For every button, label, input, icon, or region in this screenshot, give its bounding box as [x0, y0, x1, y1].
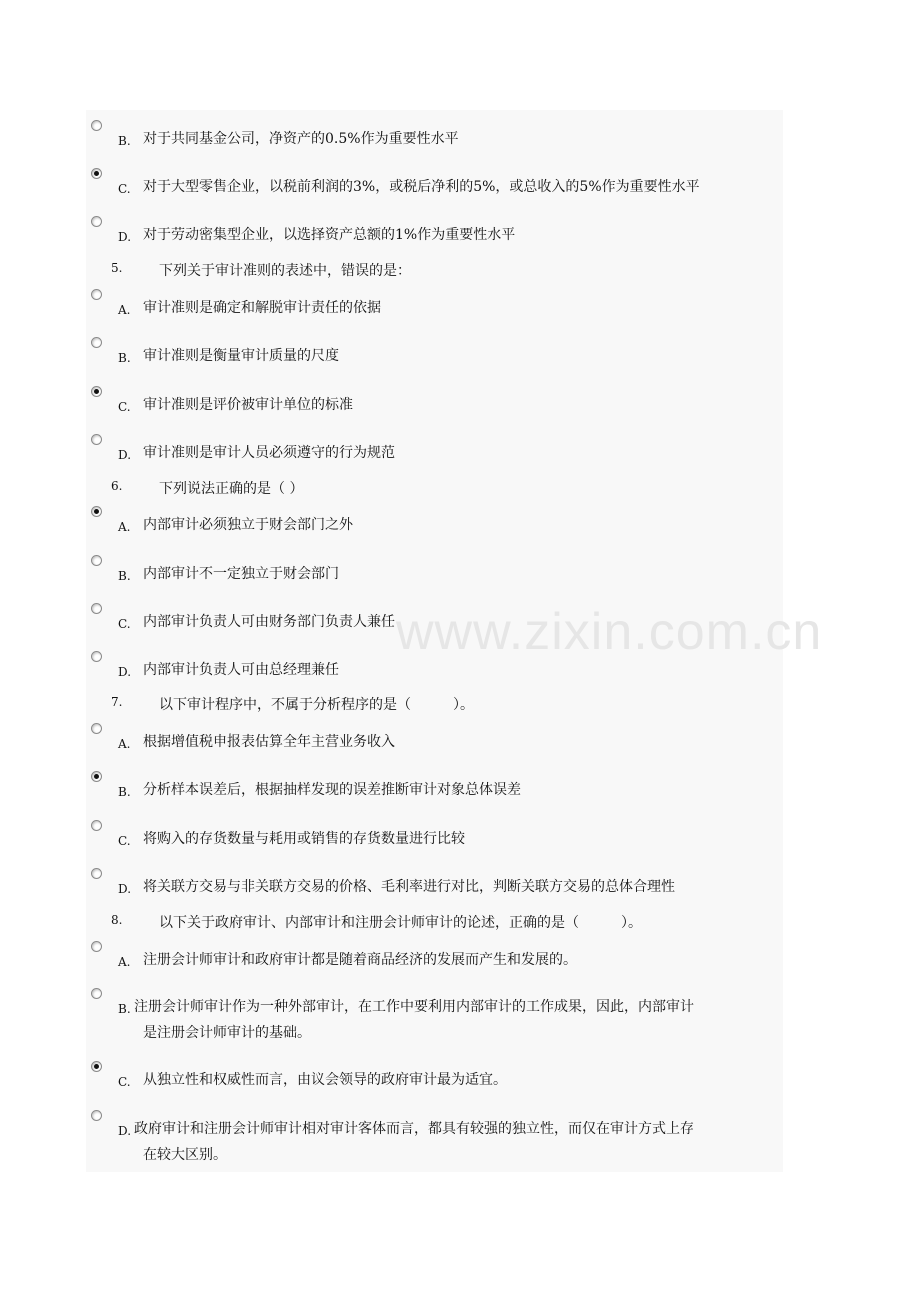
- option-text: 审计准则是确定和解脱审计责任的依据: [143, 300, 381, 316]
- option-radio[interactable]: [91, 337, 102, 348]
- option-radio[interactable]: [91, 386, 102, 397]
- watermark: www.zixin.com.cn: [396, 603, 823, 661]
- option-radio[interactable]: [91, 289, 102, 300]
- option-letter: B.: [118, 351, 131, 365]
- option-letter: D.: [118, 448, 132, 462]
- option-radio[interactable]: [91, 651, 102, 662]
- option-letter: B.: [118, 785, 131, 799]
- option-letter: D.: [118, 230, 132, 244]
- option-text: 注册会计师审计作为一种外部审计，在工作中要利用内部审计的工作成果，因此，内部审计: [134, 999, 694, 1015]
- option-radio[interactable]: [91, 434, 102, 445]
- option-text: 对于大型零售企业，以税前利润的3%，或税后净利的5%，或总收入的5%作为重要性水平: [143, 179, 700, 195]
- option-letter: C.: [118, 400, 131, 414]
- option-text: 审计准则是评价被审计单位的标准: [143, 397, 353, 413]
- question-number: 7.: [111, 695, 123, 709]
- option-radio[interactable]: [91, 120, 102, 131]
- option-letter: D.: [118, 665, 132, 679]
- option-letter: C.: [118, 834, 131, 848]
- option-letter: D.: [118, 882, 132, 896]
- option-text: 分析样本误差后，根据抽样发现的误差推断审计对象总体误差: [143, 782, 521, 798]
- option-text: 从独立性和权威性而言，由议会领导的政府审计最为适宜。: [143, 1072, 507, 1088]
- option-radio[interactable]: [91, 603, 102, 614]
- option-radio[interactable]: [91, 723, 102, 734]
- option-letter: B.: [118, 134, 131, 148]
- option-text: 将购入的存货数量与耗用或销售的存货数量进行比较: [143, 831, 465, 847]
- option-radio[interactable]: [91, 988, 102, 999]
- option-text: 内部审计负责人可由总经理兼任: [143, 662, 339, 678]
- option-text: 根据增值税申报表估算全年主营业务收入: [143, 734, 395, 750]
- option-text: 对于共同基金公司，净资产的0.5%作为重要性水平: [143, 131, 459, 147]
- option-text: 内部审计负责人可由财务部门负责人兼任: [143, 614, 395, 630]
- option-radio[interactable]: [91, 820, 102, 831]
- option-letter: B.: [118, 569, 131, 583]
- option-radio[interactable]: [91, 941, 102, 952]
- option-radio[interactable]: [91, 555, 102, 566]
- option-text: 注册会计师审计和政府审计都是随着商品经济的发展而产生和发展的。: [143, 952, 577, 968]
- question-number: 6.: [111, 479, 123, 493]
- question-stem: 以下关于政府审计、内部审计和注册会计师审计的论述，正确的是（ ）。: [159, 915, 642, 931]
- option-radio[interactable]: [91, 216, 102, 227]
- option-text: 内部审计必须独立于财会部门之外: [143, 517, 353, 533]
- option-radio[interactable]: [91, 1061, 102, 1072]
- option-letter: A.: [118, 520, 131, 534]
- question-stem: 以下审计程序中，不属于分析程序的是（ ）。: [159, 697, 474, 713]
- option-letter: A.: [118, 955, 131, 969]
- question-stem: 下列说法正确的是（ ）: [159, 481, 304, 497]
- option-letter: C.: [118, 1075, 131, 1089]
- option-text-continued: 在较大区别。: [143, 1147, 227, 1163]
- option-letter: C.: [118, 182, 131, 196]
- option-letter: D.: [118, 1124, 132, 1138]
- option-radio[interactable]: [91, 868, 102, 879]
- question-stem: 下列关于审计准则的表述中，错误的是：: [159, 263, 411, 279]
- option-letter: B.: [118, 1002, 131, 1016]
- question-number: 8.: [111, 913, 123, 927]
- option-radio[interactable]: [91, 1110, 102, 1121]
- option-text: 内部审计不一定独立于财会部门: [143, 566, 339, 582]
- question-number: 5.: [111, 261, 123, 275]
- option-radio[interactable]: [91, 771, 102, 782]
- option-letter: A.: [118, 737, 131, 751]
- option-text: 对于劳动密集型企业，以选择资产总额的1%作为重要性水平: [143, 227, 516, 243]
- option-radio[interactable]: [91, 168, 102, 179]
- option-letter: C.: [118, 617, 131, 631]
- option-text: 将关联方交易与非关联方交易的价格、毛利率进行对比，判断关联方交易的总体合理性: [143, 879, 675, 895]
- option-text-continued: 是注册会计师审计的基础。: [143, 1025, 311, 1041]
- option-text: 审计准则是审计人员必须遵守的行为规范: [143, 445, 395, 461]
- option-radio[interactable]: [91, 506, 102, 517]
- option-text: 政府审计和注册会计师审计相对审计客体而言，都具有较强的独立性，而仅在审计方式上存: [134, 1121, 694, 1137]
- option-letter: A.: [118, 303, 131, 317]
- option-text: 审计准则是衡量审计质量的尺度: [143, 348, 339, 364]
